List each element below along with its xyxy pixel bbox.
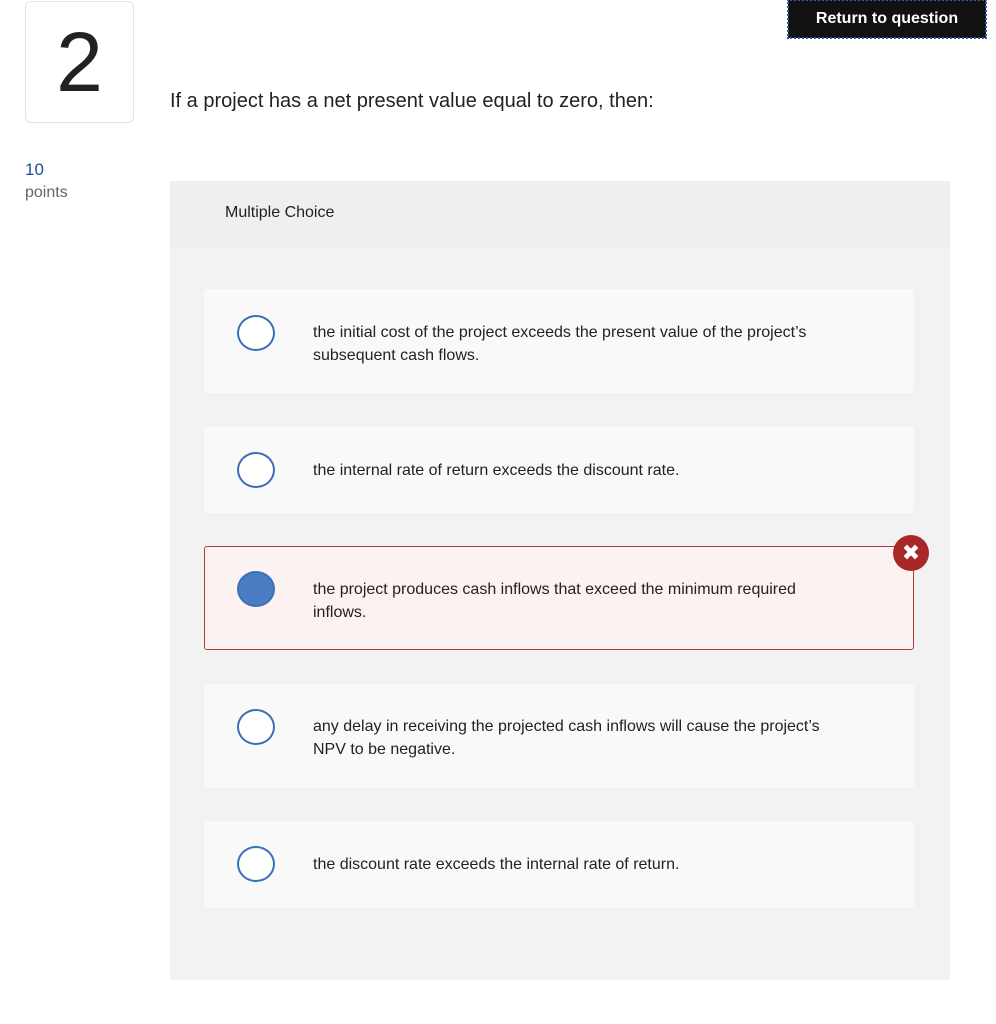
points-label: points [25,184,68,201]
return-to-question-button[interactable]: Return to question [788,0,986,38]
points-value: 10 [25,160,44,179]
answer-text-3: the project produces cash inflows that exceed the minimum required inflows. [313,581,796,621]
radio-button-4[interactable] [237,709,275,745]
radio-button-5[interactable] [237,846,275,882]
multiple-choice-label: Multiple Choice [225,204,335,221]
answer-option-3[interactable] [204,546,914,650]
answer-option-1[interactable] [204,289,914,393]
radio-button-1[interactable] [237,315,275,351]
radio-button-3-selected[interactable] [237,571,275,607]
answer-option-4[interactable] [204,684,914,788]
answer-option-2[interactable] [204,427,914,513]
answer-text-2: the internal rate of return exceeds the discount rate. [313,462,680,479]
answer-text-1: the initial cost of the project exceeds the present value of the project’s subsequent cash flows. [313,324,807,364]
question-prompt: If a project has a net present value equal to zero, then: [170,90,654,112]
question-number: 2 [56,15,103,109]
multiple-choice-header [170,181,950,247]
answer-text-4: any delay in receiving the projected cash inflows will cause the project’s NPV to be negative. [313,718,820,758]
question-number-box [25,1,134,123]
answer-option-5[interactable] [204,821,914,908]
radio-button-2[interactable] [237,452,275,488]
answer-text-5: the discount rate exceeds the internal rate of return. [313,856,680,873]
x-circle-icon: ✖ [893,535,929,571]
